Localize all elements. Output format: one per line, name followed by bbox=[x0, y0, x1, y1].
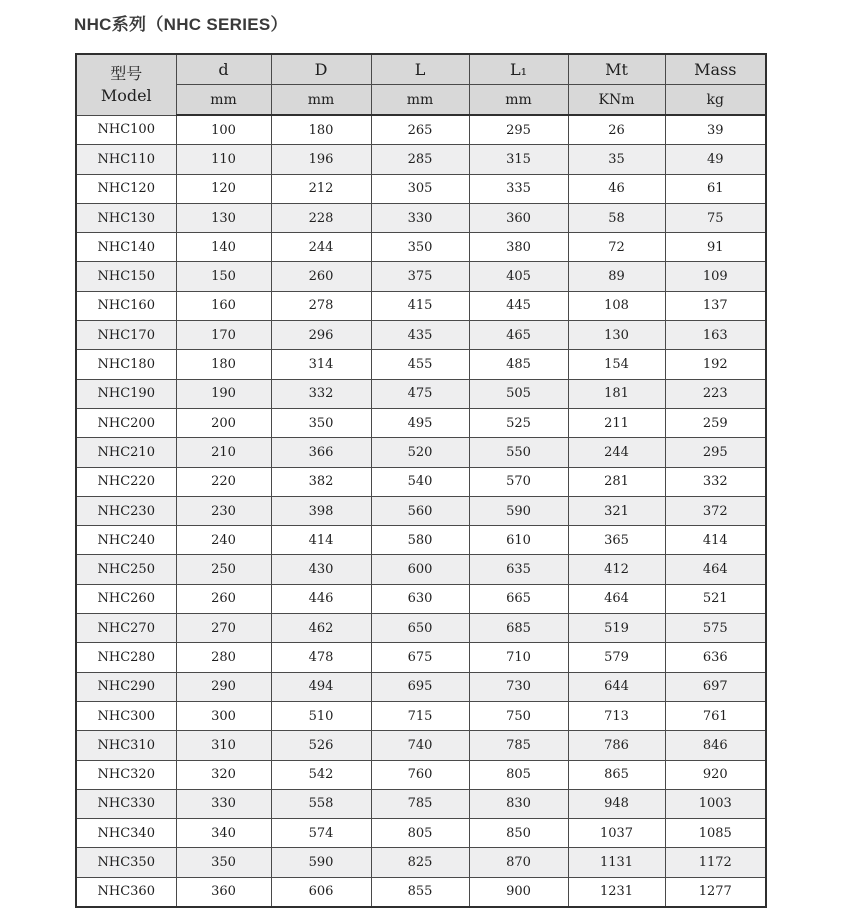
cell-L1: 805 bbox=[469, 760, 568, 789]
cell-Mt: 786 bbox=[568, 731, 665, 760]
cell-L: 630 bbox=[371, 584, 469, 613]
cell-D: 414 bbox=[271, 526, 371, 555]
cell-Mass: 575 bbox=[665, 614, 766, 643]
model-label-cn: 型号 bbox=[110, 64, 143, 84]
cell-L: 855 bbox=[371, 877, 469, 907]
cell-Mass: 295 bbox=[665, 438, 766, 467]
cell-D: 590 bbox=[271, 848, 371, 877]
cell-Mt: 108 bbox=[568, 291, 665, 320]
cell-Mt: 579 bbox=[568, 643, 665, 672]
cell-Mass: 846 bbox=[665, 731, 766, 760]
cell-Mt: 321 bbox=[568, 496, 665, 525]
cell-D: 180 bbox=[271, 115, 371, 145]
cell-D: 574 bbox=[271, 819, 371, 848]
cell-Mass: 697 bbox=[665, 672, 766, 701]
cell-Mass: 761 bbox=[665, 701, 766, 730]
cell-L: 760 bbox=[371, 760, 469, 789]
cell-D: 332 bbox=[271, 379, 371, 408]
cell-d: 150 bbox=[176, 262, 271, 291]
cell-L1: 570 bbox=[469, 467, 568, 496]
cell-model: NHC210 bbox=[76, 438, 176, 467]
cell-model: NHC260 bbox=[76, 584, 176, 613]
cell-L: 580 bbox=[371, 526, 469, 555]
table-row bbox=[76, 584, 766, 613]
page-title: NHC系列（NHC SERIES） bbox=[74, 15, 288, 34]
cell-d: 260 bbox=[176, 584, 271, 613]
table-row bbox=[76, 291, 766, 320]
cell-Mt: 1131 bbox=[568, 848, 665, 877]
cell-L: 805 bbox=[371, 819, 469, 848]
cell-D: 244 bbox=[271, 233, 371, 262]
cell-Mass: 332 bbox=[665, 467, 766, 496]
cell-Mass: 163 bbox=[665, 321, 766, 350]
table-header bbox=[76, 54, 766, 115]
cell-Mass: 1172 bbox=[665, 848, 766, 877]
cell-d: 360 bbox=[176, 877, 271, 907]
cell-D: 260 bbox=[271, 262, 371, 291]
cell-model: NHC300 bbox=[76, 701, 176, 730]
cell-D: 212 bbox=[271, 174, 371, 203]
cell-D: 446 bbox=[271, 584, 371, 613]
cell-Mass: 91 bbox=[665, 233, 766, 262]
cell-D: 430 bbox=[271, 555, 371, 584]
cell-L1: 730 bbox=[469, 672, 568, 701]
table-row bbox=[76, 350, 766, 379]
cell-Mass: 464 bbox=[665, 555, 766, 584]
cell-Mass: 521 bbox=[665, 584, 766, 613]
cell-model: NHC150 bbox=[76, 262, 176, 291]
table-row bbox=[76, 145, 766, 174]
table-row bbox=[76, 760, 766, 789]
cell-Mass: 39 bbox=[665, 115, 766, 145]
cell-D: 350 bbox=[271, 408, 371, 437]
cell-d: 220 bbox=[176, 467, 271, 496]
table-row bbox=[76, 643, 766, 672]
table-row bbox=[76, 203, 766, 232]
table-row bbox=[76, 438, 766, 467]
cell-d: 280 bbox=[176, 643, 271, 672]
cell-model: NHC220 bbox=[76, 467, 176, 496]
cell-Mt: 26 bbox=[568, 115, 665, 145]
cell-L: 785 bbox=[371, 789, 469, 818]
cell-L: 305 bbox=[371, 174, 469, 203]
cell-L1: 315 bbox=[469, 145, 568, 174]
cell-model: NHC250 bbox=[76, 555, 176, 584]
cell-L: 375 bbox=[371, 262, 469, 291]
cell-model: NHC350 bbox=[76, 848, 176, 877]
cell-L1: 380 bbox=[469, 233, 568, 262]
cell-model: NHC340 bbox=[76, 819, 176, 848]
cell-Mt: 181 bbox=[568, 379, 665, 408]
cell-Mt: 89 bbox=[568, 262, 665, 291]
cell-D: 228 bbox=[271, 203, 371, 232]
cell-Mt: 281 bbox=[568, 467, 665, 496]
cell-Mass: 1277 bbox=[665, 877, 766, 907]
cell-D: 478 bbox=[271, 643, 371, 672]
cell-model: NHC160 bbox=[76, 291, 176, 320]
cell-D: 314 bbox=[271, 350, 371, 379]
cell-Mt: 244 bbox=[568, 438, 665, 467]
cell-L: 715 bbox=[371, 701, 469, 730]
cell-L1: 590 bbox=[469, 496, 568, 525]
cell-D: 366 bbox=[271, 438, 371, 467]
cell-model: NHC180 bbox=[76, 350, 176, 379]
cell-L1: 360 bbox=[469, 203, 568, 232]
nhc-spec-table bbox=[75, 53, 767, 908]
cell-Mass: 414 bbox=[665, 526, 766, 555]
table-row bbox=[76, 408, 766, 437]
cell-Mass: 109 bbox=[665, 262, 766, 291]
cell-model: NHC360 bbox=[76, 877, 176, 907]
table-row bbox=[76, 174, 766, 203]
cell-model: NHC280 bbox=[76, 643, 176, 672]
table-row bbox=[76, 115, 766, 145]
cell-L: 455 bbox=[371, 350, 469, 379]
cell-L1: 485 bbox=[469, 350, 568, 379]
table-row bbox=[76, 614, 766, 643]
cell-model: NHC230 bbox=[76, 496, 176, 525]
cell-Mt: 464 bbox=[568, 584, 665, 613]
cell-L: 265 bbox=[371, 115, 469, 145]
cell-L1: 405 bbox=[469, 262, 568, 291]
cell-D: 382 bbox=[271, 467, 371, 496]
cell-L1: 445 bbox=[469, 291, 568, 320]
cell-d: 270 bbox=[176, 614, 271, 643]
cell-model: NHC290 bbox=[76, 672, 176, 701]
cell-Mt: 519 bbox=[568, 614, 665, 643]
cell-L: 520 bbox=[371, 438, 469, 467]
cell-Mt: 58 bbox=[568, 203, 665, 232]
unit-header-Mass: kg bbox=[665, 85, 766, 116]
table-row bbox=[76, 819, 766, 848]
cell-L1: 635 bbox=[469, 555, 568, 584]
cell-Mass: 259 bbox=[665, 408, 766, 437]
cell-d: 160 bbox=[176, 291, 271, 320]
cell-d: 210 bbox=[176, 438, 271, 467]
table-row bbox=[76, 877, 766, 907]
cell-Mt: 865 bbox=[568, 760, 665, 789]
cell-D: 398 bbox=[271, 496, 371, 525]
cell-d: 140 bbox=[176, 233, 271, 262]
cell-L: 350 bbox=[371, 233, 469, 262]
cell-Mt: 412 bbox=[568, 555, 665, 584]
cell-Mass: 223 bbox=[665, 379, 766, 408]
cell-model: NHC200 bbox=[76, 408, 176, 437]
cell-d: 330 bbox=[176, 789, 271, 818]
cell-model: NHC100 bbox=[76, 115, 176, 145]
cell-model: NHC270 bbox=[76, 614, 176, 643]
cell-d: 230 bbox=[176, 496, 271, 525]
cell-Mt: 948 bbox=[568, 789, 665, 818]
cell-model: NHC240 bbox=[76, 526, 176, 555]
cell-d: 180 bbox=[176, 350, 271, 379]
unit-header-d: mm bbox=[176, 85, 271, 116]
table-row bbox=[76, 789, 766, 818]
cell-L1: 785 bbox=[469, 731, 568, 760]
cell-L1: 610 bbox=[469, 526, 568, 555]
cell-Mass: 49 bbox=[665, 145, 766, 174]
table-row bbox=[76, 848, 766, 877]
cell-L1: 295 bbox=[469, 115, 568, 145]
cell-D: 296 bbox=[271, 321, 371, 350]
cell-L: 825 bbox=[371, 848, 469, 877]
cell-d: 250 bbox=[176, 555, 271, 584]
table-row bbox=[76, 496, 766, 525]
cell-L1: 665 bbox=[469, 584, 568, 613]
cell-L1: 870 bbox=[469, 848, 568, 877]
cell-d: 120 bbox=[176, 174, 271, 203]
cell-L1: 850 bbox=[469, 819, 568, 848]
cell-Mass: 137 bbox=[665, 291, 766, 320]
column-header-model bbox=[76, 54, 176, 115]
column-header-L: L bbox=[371, 54, 469, 85]
cell-Mt: 35 bbox=[568, 145, 665, 174]
cell-D: 558 bbox=[271, 789, 371, 818]
cell-D: 526 bbox=[271, 731, 371, 760]
cell-Mt: 46 bbox=[568, 174, 665, 203]
unit-header-D: mm bbox=[271, 85, 371, 116]
model-label-en: Model bbox=[100, 85, 152, 105]
cell-L: 415 bbox=[371, 291, 469, 320]
unit-header-L1: mm bbox=[469, 85, 568, 116]
cell-model: NHC330 bbox=[76, 789, 176, 818]
column-header-D: D bbox=[271, 54, 371, 85]
cell-model: NHC310 bbox=[76, 731, 176, 760]
cell-D: 606 bbox=[271, 877, 371, 907]
column-header-Mt: Mt bbox=[568, 54, 665, 85]
table-row bbox=[76, 555, 766, 584]
cell-Mt: 1037 bbox=[568, 819, 665, 848]
column-header-d: d bbox=[176, 54, 271, 85]
cell-L1: 750 bbox=[469, 701, 568, 730]
cell-Mt: 72 bbox=[568, 233, 665, 262]
cell-model: NHC170 bbox=[76, 321, 176, 350]
cell-Mt: 644 bbox=[568, 672, 665, 701]
cell-L: 330 bbox=[371, 203, 469, 232]
cell-D: 494 bbox=[271, 672, 371, 701]
table-row bbox=[76, 233, 766, 262]
cell-L1: 550 bbox=[469, 438, 568, 467]
cell-d: 340 bbox=[176, 819, 271, 848]
cell-Mass: 372 bbox=[665, 496, 766, 525]
cell-d: 200 bbox=[176, 408, 271, 437]
cell-L: 560 bbox=[371, 496, 469, 525]
table-row bbox=[76, 701, 766, 730]
cell-d: 110 bbox=[176, 145, 271, 174]
cell-L1: 335 bbox=[469, 174, 568, 203]
cell-L: 695 bbox=[371, 672, 469, 701]
cell-Mass: 192 bbox=[665, 350, 766, 379]
cell-Mass: 1085 bbox=[665, 819, 766, 848]
cell-Mass: 1003 bbox=[665, 789, 766, 818]
cell-L1: 505 bbox=[469, 379, 568, 408]
unit-header-L: mm bbox=[371, 85, 469, 116]
table-row bbox=[76, 672, 766, 701]
cell-L: 740 bbox=[371, 731, 469, 760]
cell-D: 196 bbox=[271, 145, 371, 174]
cell-D: 462 bbox=[271, 614, 371, 643]
cell-d: 300 bbox=[176, 701, 271, 730]
cell-Mt: 154 bbox=[568, 350, 665, 379]
cell-Mt: 130 bbox=[568, 321, 665, 350]
cell-L: 475 bbox=[371, 379, 469, 408]
cell-L1: 830 bbox=[469, 789, 568, 818]
cell-L: 600 bbox=[371, 555, 469, 584]
cell-L: 540 bbox=[371, 467, 469, 496]
table-row bbox=[76, 467, 766, 496]
cell-L: 650 bbox=[371, 614, 469, 643]
cell-D: 510 bbox=[271, 701, 371, 730]
cell-Mass: 636 bbox=[665, 643, 766, 672]
cell-d: 100 bbox=[176, 115, 271, 145]
table-row bbox=[76, 731, 766, 760]
cell-L1: 465 bbox=[469, 321, 568, 350]
cell-L1: 685 bbox=[469, 614, 568, 643]
cell-D: 542 bbox=[271, 760, 371, 789]
cell-Mt: 211 bbox=[568, 408, 665, 437]
cell-Mass: 61 bbox=[665, 174, 766, 203]
cell-D: 278 bbox=[271, 291, 371, 320]
unit-header-Mt: KNm bbox=[568, 85, 665, 116]
cell-d: 130 bbox=[176, 203, 271, 232]
table-row bbox=[76, 526, 766, 555]
cell-d: 290 bbox=[176, 672, 271, 701]
cell-L: 675 bbox=[371, 643, 469, 672]
cell-d: 170 bbox=[176, 321, 271, 350]
cell-model: NHC320 bbox=[76, 760, 176, 789]
cell-L1: 525 bbox=[469, 408, 568, 437]
cell-model: NHC120 bbox=[76, 174, 176, 203]
cell-L: 495 bbox=[371, 408, 469, 437]
cell-L: 435 bbox=[371, 321, 469, 350]
cell-Mt: 365 bbox=[568, 526, 665, 555]
cell-d: 240 bbox=[176, 526, 271, 555]
column-header-Mass: Mass bbox=[665, 54, 766, 85]
cell-Mass: 75 bbox=[665, 203, 766, 232]
cell-L1: 710 bbox=[469, 643, 568, 672]
table-row bbox=[76, 262, 766, 291]
table-row bbox=[76, 321, 766, 350]
cell-L: 285 bbox=[371, 145, 469, 174]
cell-L1: 900 bbox=[469, 877, 568, 907]
cell-d: 190 bbox=[176, 379, 271, 408]
cell-d: 350 bbox=[176, 848, 271, 877]
cell-model: NHC110 bbox=[76, 145, 176, 174]
cell-d: 310 bbox=[176, 731, 271, 760]
cell-Mass: 920 bbox=[665, 760, 766, 789]
cell-model: NHC140 bbox=[76, 233, 176, 262]
table-row bbox=[76, 379, 766, 408]
cell-d: 320 bbox=[176, 760, 271, 789]
column-header-L1: L₁ bbox=[469, 54, 568, 85]
cell-Mt: 1231 bbox=[568, 877, 665, 907]
cell-model: NHC130 bbox=[76, 203, 176, 232]
cell-model: NHC190 bbox=[76, 379, 176, 408]
cell-Mt: 713 bbox=[568, 701, 665, 730]
table-body bbox=[76, 115, 766, 907]
